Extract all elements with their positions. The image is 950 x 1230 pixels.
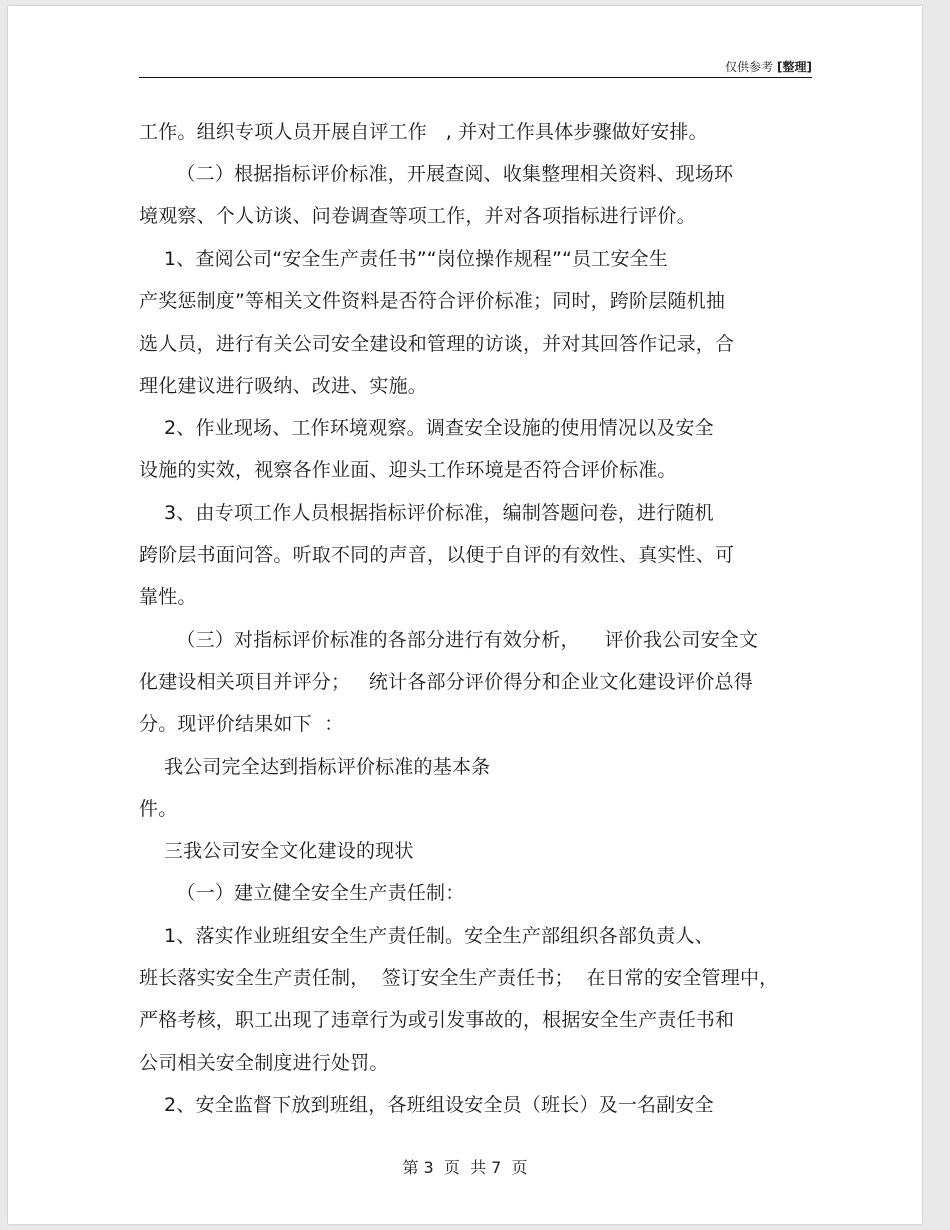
text-line: 严格考核，职工出现了违章行为或引发事故的，根据安全生产责任书和 <box>139 1009 735 1031</box>
section-heading: 三我公司安全文化建设的现状 <box>139 840 414 862</box>
page-number: 第 3 页 共 7 页 <box>402 1158 528 1177</box>
text-line: 选人员，进行有关公司安全建设和管理的访谈，并对其回答作记录，合 <box>139 333 735 355</box>
text-line: 靠性。 <box>139 586 197 608</box>
text-line: 设施的实效，视察各作业面、迎头工作环境是否符合评价标准。 <box>139 459 677 481</box>
text-line: 理化建议进行吸纳、改进、实施。 <box>139 375 428 397</box>
text-line: 3、由专项工作人员根据指标评价标准，编制答题问卷，进行随机 <box>139 502 714 524</box>
text-line: 公司相关安全制度进行处罚。 <box>139 1052 389 1074</box>
text-line: 分。现评价结果如下 ： <box>139 713 344 735</box>
document-page <box>8 6 922 1224</box>
text-line: 工作。组织专项人员开展自评工作 , 并对工作具体步骤做好安排。 <box>139 121 708 143</box>
subsection-heading: （一）建立健全安全生产责任制： <box>139 882 465 904</box>
text-line: 1、落实作业班组安全生产责任制。安全生产部组织各部负责人、 <box>139 925 714 947</box>
text-line: 我公司完全达到指标评价标准的基本条 <box>139 756 491 778</box>
text-line: 2、安全监督下放到班组，各班组设安全员（班长）及一名副安全 <box>139 1094 714 1116</box>
header-divider <box>139 77 812 78</box>
header-note-label: [整理] <box>777 60 812 74</box>
header-note-prefix: 仅供参考 <box>725 60 774 74</box>
text-line: 班长落实安全生产责任制， 签订安全生产责任书； 在日常的安全管理中， <box>139 967 779 989</box>
text-line: 2、作业现场、工作环境观察。调查安全设施的使用情况以及安全 <box>139 417 714 439</box>
text-line: （二）根据指标评价标准，开展查阅、收集整理相关资料、现场环 <box>139 163 734 185</box>
text-line: （三）对指标评价标准的各部分进行有效分析， 评价我公司安全文 <box>139 629 759 651</box>
text-line: 产奖惩制度”等相关文件资料是否符合评价标准；同时，跨阶层随机抽 <box>139 290 726 312</box>
text-line: 境观察、个人访谈、问卷调查等项工作，并对各项指标进行评价。 <box>139 205 696 227</box>
text-line: 件。 <box>139 798 178 820</box>
text-line: 1、查阅公司“安全生产责任书”“岗位操作规程”“员工安全生 <box>139 248 669 270</box>
header-note <box>725 58 812 75</box>
text-line: 跨阶层书面问答。听取不同的声音，以便于自评的有效性、真实性、可 <box>139 544 735 566</box>
text-line: 化建设相关项目并评分； 统计各部分评价得分和企业文化建设评价总得 <box>139 671 753 693</box>
